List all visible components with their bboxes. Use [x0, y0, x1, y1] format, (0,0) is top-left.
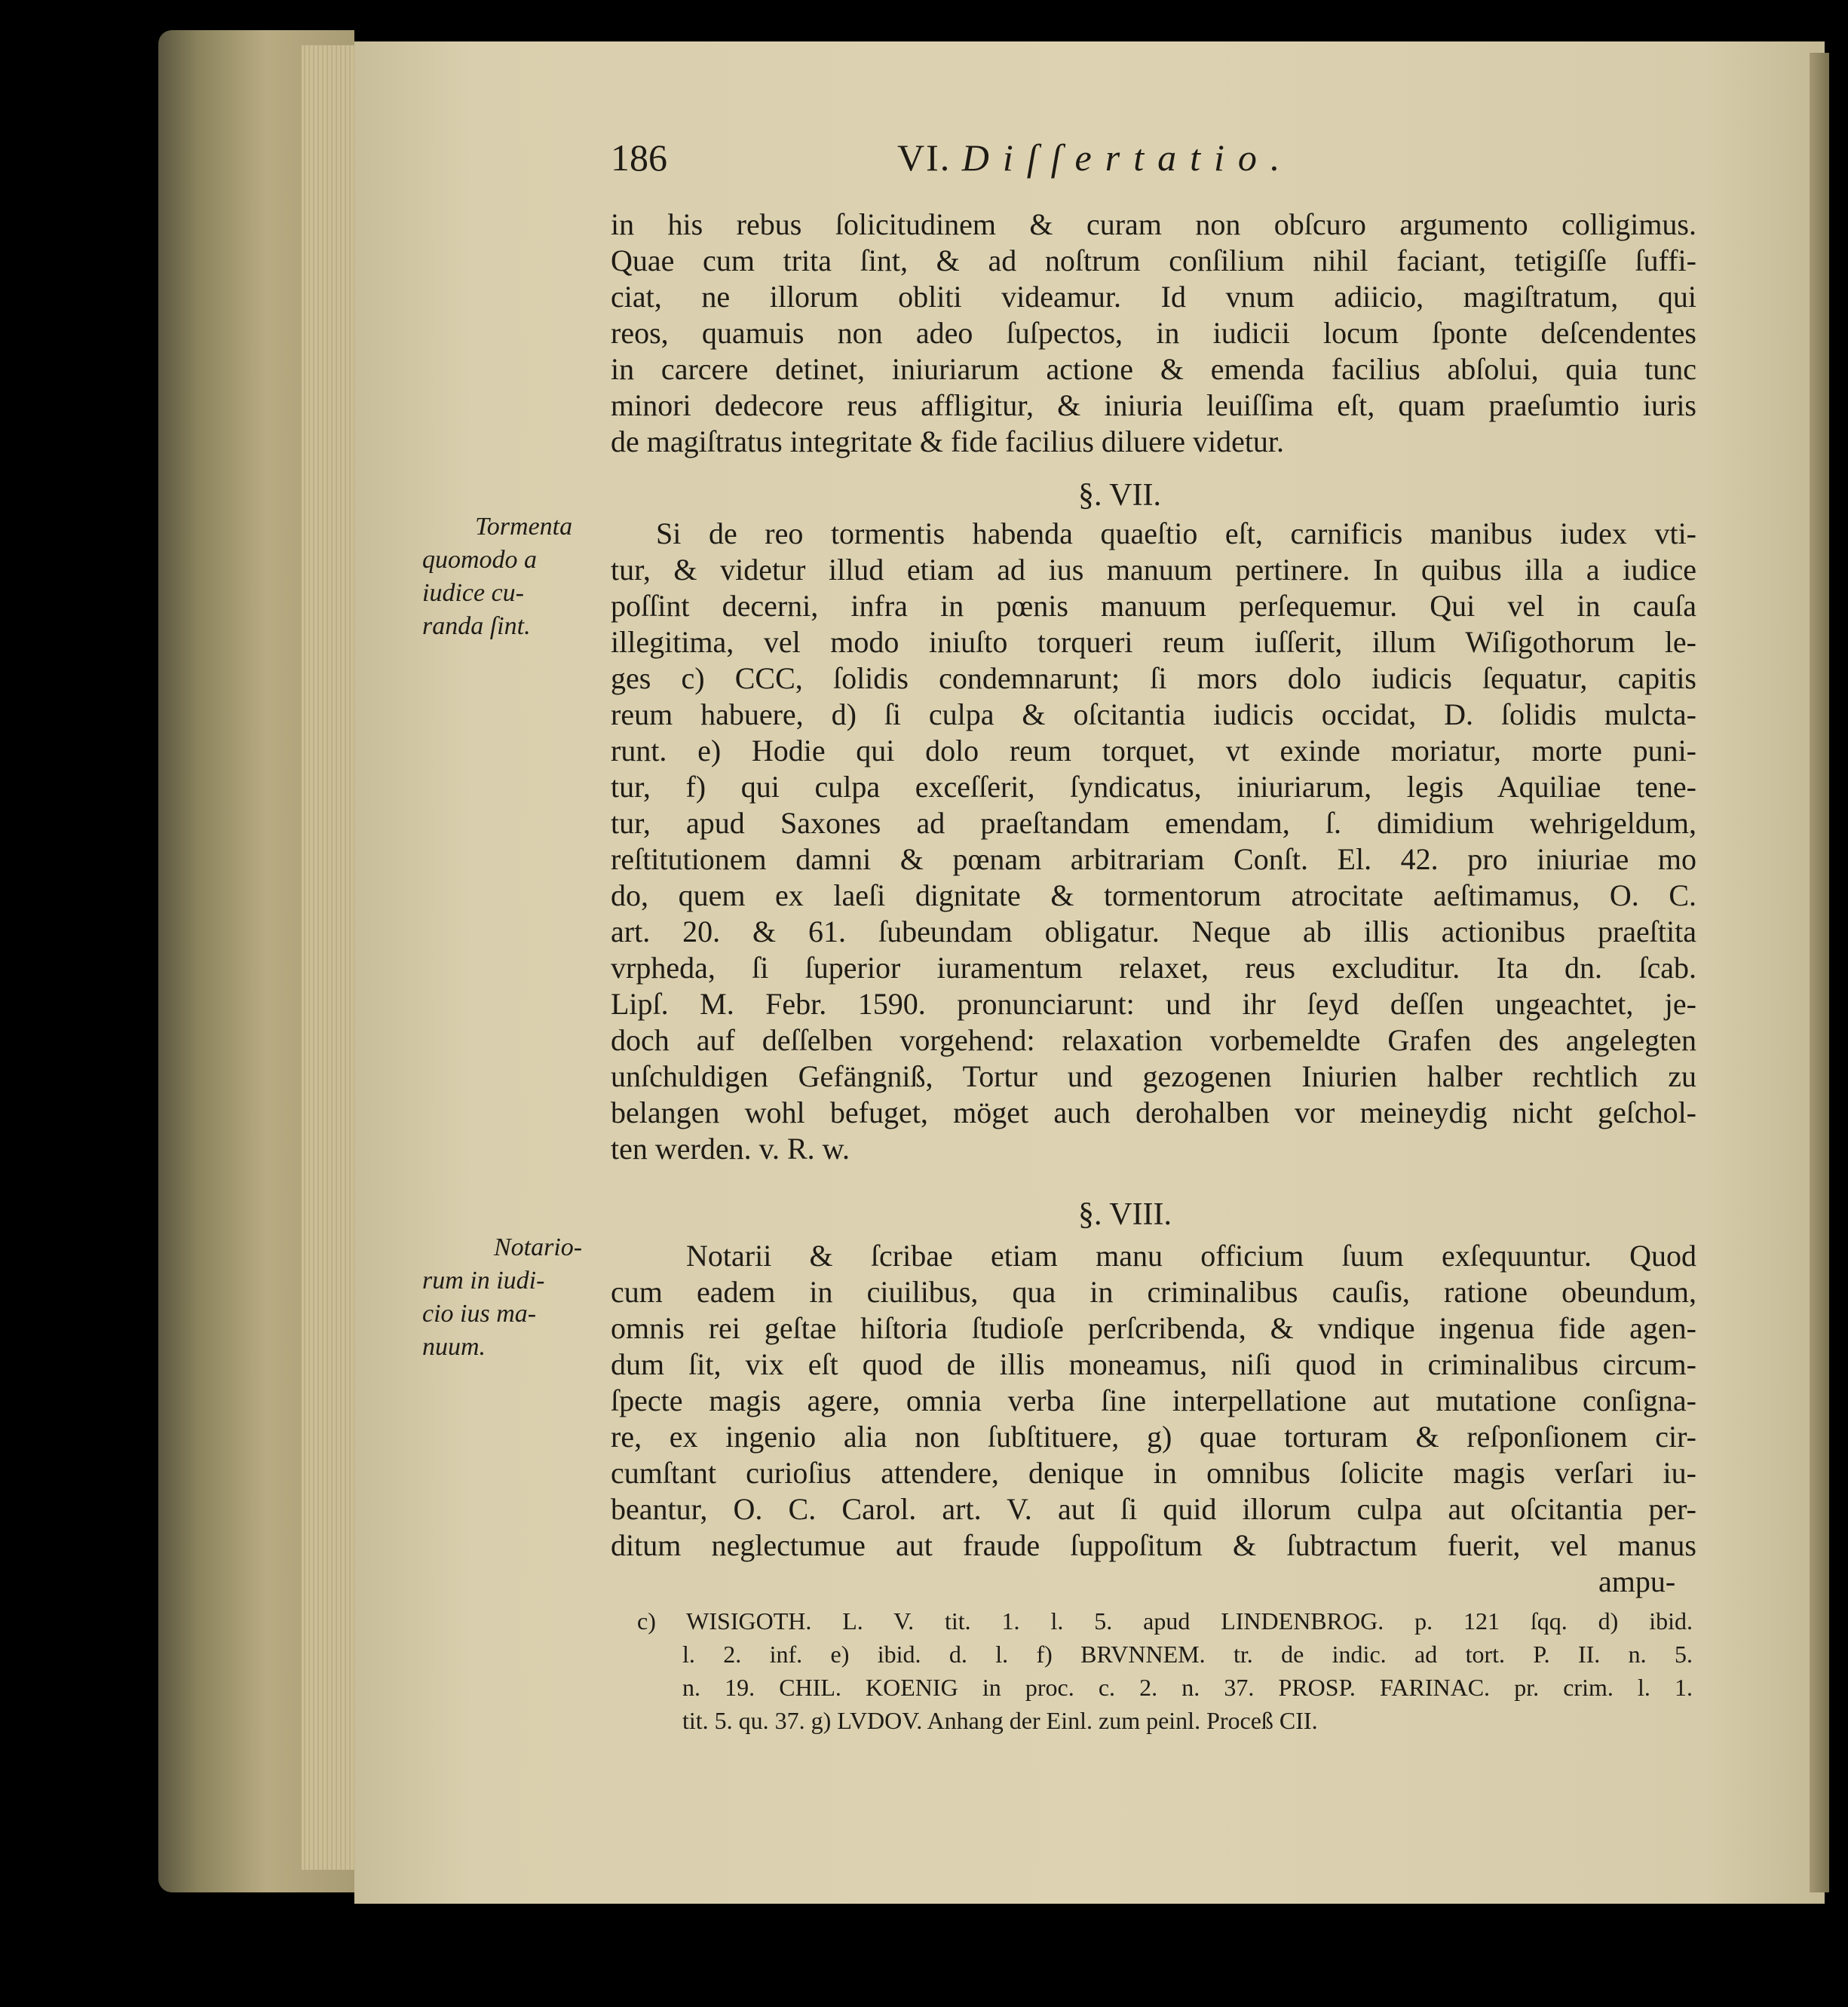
text-line: art. 20. & 61. ſubeundam obligatur. Neque ab illis actionibus praeſtita [611, 915, 1696, 948]
text-line: do, quem ex laeſi dignitate & tormentorum atrocitate aeſtimamus, O. C. [611, 878, 1696, 912]
text-line: poſſint decerni, infra in pœnis manuum perſequemur. Qui vel in cauſa [611, 589, 1696, 623]
text-line: Si de reo tormentis habenda quaeſtio eſt, carnificis manibus iudex vti- [656, 516, 1696, 550]
page-number: 186 [611, 136, 667, 179]
text-line: minori dedecore reus affligitur, & iniuria leuiſſima eſt, quam praeſumtio iuris [611, 388, 1696, 422]
text-line: illegitima, vel modo iniuſto torqueri reum iuſſerit, illum Wiſigothorum le- [611, 625, 1696, 659]
text-line: dum ſit, vix eſt quod de illis moneamus, niſi quod in criminalibus circum- [611, 1347, 1696, 1381]
text-line: unſchuldigen Gefängniß, Tortur und gezogenen Iniurien halber rechtlich zu [611, 1059, 1696, 1093]
title-word: Diſſertatio. [961, 136, 1294, 179]
page-title [897, 136, 1293, 179]
marginal-note-line: rum in iudi- [422, 1267, 545, 1295]
text-line: cum eadem in ciuilibus, qua in criminalibus cauſis, ratione obeundum, [611, 1275, 1696, 1309]
text-line: tur, f) qui culpa exceſſerit, ſyndicatus, iniuriarum, legis Aquiliae tene- [611, 770, 1696, 804]
text-line: Quae cum trita ſint, & ad noſtrum conſilium nihil faciant, tetigiſſe ſuffi- [611, 244, 1696, 277]
page-gutter [1810, 53, 1829, 1892]
running-head [611, 136, 1515, 188]
text-line: reum habuere, d) ſi culpa & oſcitantia iudicis occidat, D. ſolidis mulcta- [611, 697, 1696, 731]
marginal-note-line: cio ius ma- [422, 1300, 537, 1328]
catchword: ampu- [1598, 1564, 1676, 1598]
text-line: in carcere detinet, iniuriarum actione & emenda facilius abſolui, quia tunc [611, 352, 1696, 386]
text-line: reos, quamuis non adeo ſuſpectos, in iudicii locum ſponte deſcendentes [611, 316, 1696, 350]
text-line: re, ex ingenio alia non ſubſtituere, g) quae torturam & reſponſionem cir- [611, 1420, 1696, 1454]
footnote-line: l. 2. inf. e) ibid. d. l. f) BRVNNEM. tr. de indic. ad tort. P. II. n. 5. [682, 1641, 1693, 1668]
text-line: belangen wohl befuget, möget auch derohalben vor meineydig nicht geſchol- [611, 1095, 1696, 1129]
text-line: ges c) CCC, ſolidis condemnarunt; ſi mors dolo iudicis ſequatur, capitis [611, 661, 1696, 695]
text-line: Notarii & ſcribae etiam manu officium ſuum exſequuntur. Quod [686, 1239, 1696, 1273]
marginal-note-line: nuum. [422, 1333, 486, 1361]
text-line: de magiſtratus integritate & fide facilius diluere videtur. [611, 424, 1285, 458]
text-line: beantur, O. C. Carol. art. V. aut ſi quid illorum culpa aut oſcitantia per- [611, 1492, 1696, 1526]
text-line: ciat, ne illorum obliti videamur. Id vnum adiicio, magiſtratum, qui [611, 280, 1696, 314]
text-line: Lipſ. M. Febr. 1590. pronunciarunt: und ihr ſeyd deſſen ungeachtet, je- [611, 987, 1696, 1021]
text-line: cumſtant curioſius attendere, denique in omnibus ſolicite magis verſari iu- [611, 1456, 1696, 1490]
marginal-note-line: Notario- [494, 1233, 583, 1261]
text-line: tur, apud Saxones ad praeſtandam emendam, ſ. dimidium wehrigeldum, [611, 806, 1696, 840]
page-stack-edge [302, 45, 362, 1870]
marginal-note-line: quomodo a [422, 546, 538, 574]
text-line: ten werden. v. R. w. [611, 1132, 850, 1166]
text-line: omnis rei geſtae hiſtoria ſtudioſe perſcribenda, & vndique ingenua fide agen- [611, 1311, 1696, 1345]
section-heading-viii: §. VIII. [1078, 1197, 1172, 1232]
text-line: vrpheda, ſi ſuperior iuramentum relaxet, reus excluditur. Ita dn. ſcab. [611, 951, 1696, 985]
footnote-line: c) WISIGOTH. L. V. tit. 1. l. 5. apud LINDENBROG. p. 121 ſqq. d) ibid. [637, 1607, 1693, 1635]
text-line: runt. e) Hodie qui dolo reum torquet, vt exinde moriatur, morte puni- [611, 734, 1696, 768]
text-line: ſpecte magis agere, omnia verba ſine interpellatione aut mutatione conſigna- [611, 1383, 1696, 1417]
footnote-line: n. 19. CHIL. KOENIG in proc. c. 2. n. 37. PROSP. FARINAC. pr. crim. l. 1. [682, 1674, 1693, 1701]
text-line: tur, & videtur illud etiam ad ius manuum pertinere. In quibus illa a iudice [611, 553, 1696, 587]
footnote-line: tit. 5. qu. 37. g) LVDOV. Anhang der Einl. zum peinl. Proceß CII. [682, 1707, 1318, 1734]
text-line: ditum neglectumue aut fraude ſuppoſitum & ſubtractum fuerit, vel manus [611, 1528, 1696, 1562]
title-roman: VI. [897, 136, 952, 179]
text-line: doch auf deſſelben vorgehend: relaxation vorbemeldte Grafen des angelegten [611, 1023, 1696, 1057]
marginal-note-line: Tormenta [475, 513, 573, 541]
section-heading-vii: §. VII. [1078, 478, 1162, 513]
text-line: in his rebus ſolicitudinem & curam non obſcuro argumento colligimus. [611, 207, 1696, 241]
marginal-note-line: iudice cu- [422, 579, 524, 607]
text-line: reſtitutionem damni & pœnam arbitrariam Conſt. El. 42. pro iniuriae mo [611, 842, 1696, 876]
marginal-note-line: randa ſint. [422, 612, 531, 640]
